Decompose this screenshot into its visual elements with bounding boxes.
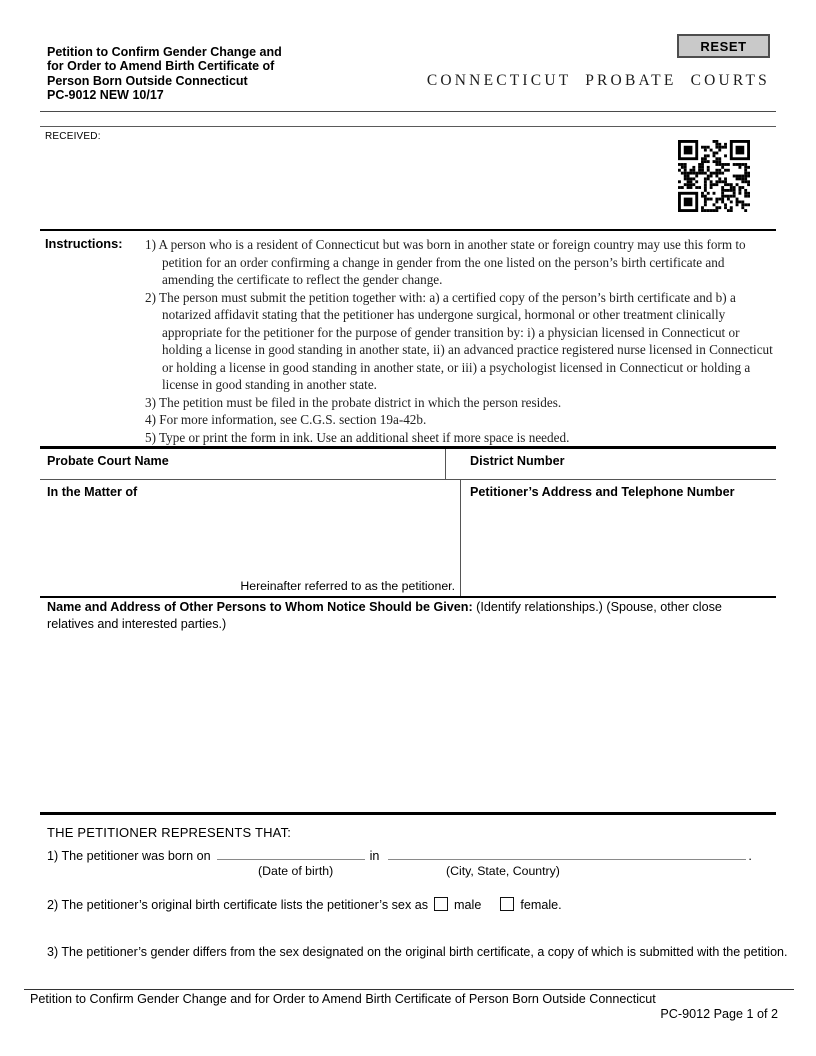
form-title-line-2: for Order to Amend Birth Certificate of [47, 59, 275, 74]
instructions-list [145, 236, 775, 446]
date-of-birth-input[interactable] [217, 847, 365, 860]
birthplace-input[interactable] [388, 847, 746, 860]
court-row [40, 449, 776, 480]
instructions-section [45, 236, 775, 446]
notice-persons-field[interactable] [40, 634, 776, 810]
district-number-field[interactable] [447, 449, 776, 479]
footer-divider [24, 989, 794, 990]
case-info-table [40, 446, 776, 598]
instructions-label: Instructions: [45, 236, 123, 251]
qr-code [678, 140, 750, 212]
reset-button[interactable]: RESET [677, 34, 770, 58]
representation-item-3: 3) The petitioner’s gender differs from the sex designated on the original birth certificate, a copy of which is submitted with the petition. [47, 945, 788, 959]
notice-persons-heading [47, 599, 771, 632]
probate-court-name-label: Probate Court Name [47, 454, 169, 468]
representation-item-1 [47, 847, 752, 863]
sex-listed-text: 2) The petitioner’s original birth certificate lists the petitioner’s sex as [47, 898, 429, 912]
instruction-item-4: 4) For more information, see C.G.S. section 19a-42b. [145, 412, 427, 427]
footer-form-title: Petition to Confirm Gender Change and for Order to Amend Birth Certificate of Person Born Outside Connecticut [30, 992, 656, 1006]
probate-court-name-field[interactable] [40, 449, 446, 479]
male-checkbox[interactable] [434, 897, 448, 911]
form-title [47, 45, 282, 103]
section-divider [40, 812, 776, 815]
instruction-item-2: 2) The person must submit the petition together with: a) a certified copy of the person’s birth certificate and b) a notarized affidavit stating that the petitioner has undergone surgical, hormonal or other treatment clinically appropriate for the petitioner for the purpose of gender transition by: i) a physician licensed in Connecticut or holding a license in good standing in another state, ii) an advanced practice registered nurse licensed in Connecticut or holding a license in good standing in another state, or iii) a psychologist licensed in Connecticut or holding a license in good standing in another state. [145, 289, 773, 392]
form-title-line-1: Petition to Confirm Gender Change and [47, 45, 282, 59]
matter-row [40, 480, 776, 598]
district-number-label: District Number [470, 454, 565, 468]
notice-persons-label: Name and Address of Other Persons to Whom Notice Should be Given: [47, 600, 473, 614]
petitioner-address-label: Petitioner’s Address and Telephone Number [470, 485, 735, 499]
female-label: female. [520, 898, 562, 912]
city-state-country-label: (City, State, Country) [446, 864, 560, 878]
received-stamp-box [40, 126, 776, 231]
received-label: RECEIVED: [45, 131, 101, 142]
form-title-line-3: Person Born Outside Connecticut [47, 73, 248, 88]
representation-item-2 [47, 897, 562, 912]
in-the-matter-of-field[interactable] [40, 480, 461, 596]
form-number-revision: PC-9012 NEW 10/17 [47, 88, 164, 103]
representations-heading: THE PETITIONER REPRESENTS THAT: [47, 825, 292, 840]
notice-persons-hint: (Identify relationships.) (Spouse, other close relatives and interested parties.) [47, 600, 722, 631]
in-the-matter-of-label: In the Matter of [47, 485, 138, 499]
female-checkbox[interactable] [500, 897, 514, 911]
header-divider [40, 111, 776, 112]
court-system-header: CONNECTICUT PROBATE COURTS [426, 72, 770, 89]
petitioner-address-field[interactable] [462, 480, 776, 596]
male-label: male [454, 898, 482, 912]
born-on-text: 1) The petitioner was born on [47, 849, 211, 863]
hereinafter-note: Hereinafter referred to as the petitioner. [240, 579, 455, 593]
instruction-item-1: 1) A person who is a resident of Connecticut but was born in another state or foreign country may use this form to petition for an order confirming a change in gender from the one listed on the person’s birth certificate and amending the certificate to reflect the gender change. [145, 237, 746, 287]
footer-page-number: PC-9012 Page 1 of 2 [660, 1007, 778, 1021]
item1-period: . [748, 849, 752, 863]
born-in-text: in [369, 849, 380, 863]
date-of-birth-label: (Date of birth) [258, 864, 334, 878]
instruction-item-3: 3) The petition must be filed in the probate district in which the person resides. [145, 394, 562, 410]
instruction-item-5: 5) Type or print the form in ink. Use an additional sheet if more space is needed. [145, 429, 570, 445]
